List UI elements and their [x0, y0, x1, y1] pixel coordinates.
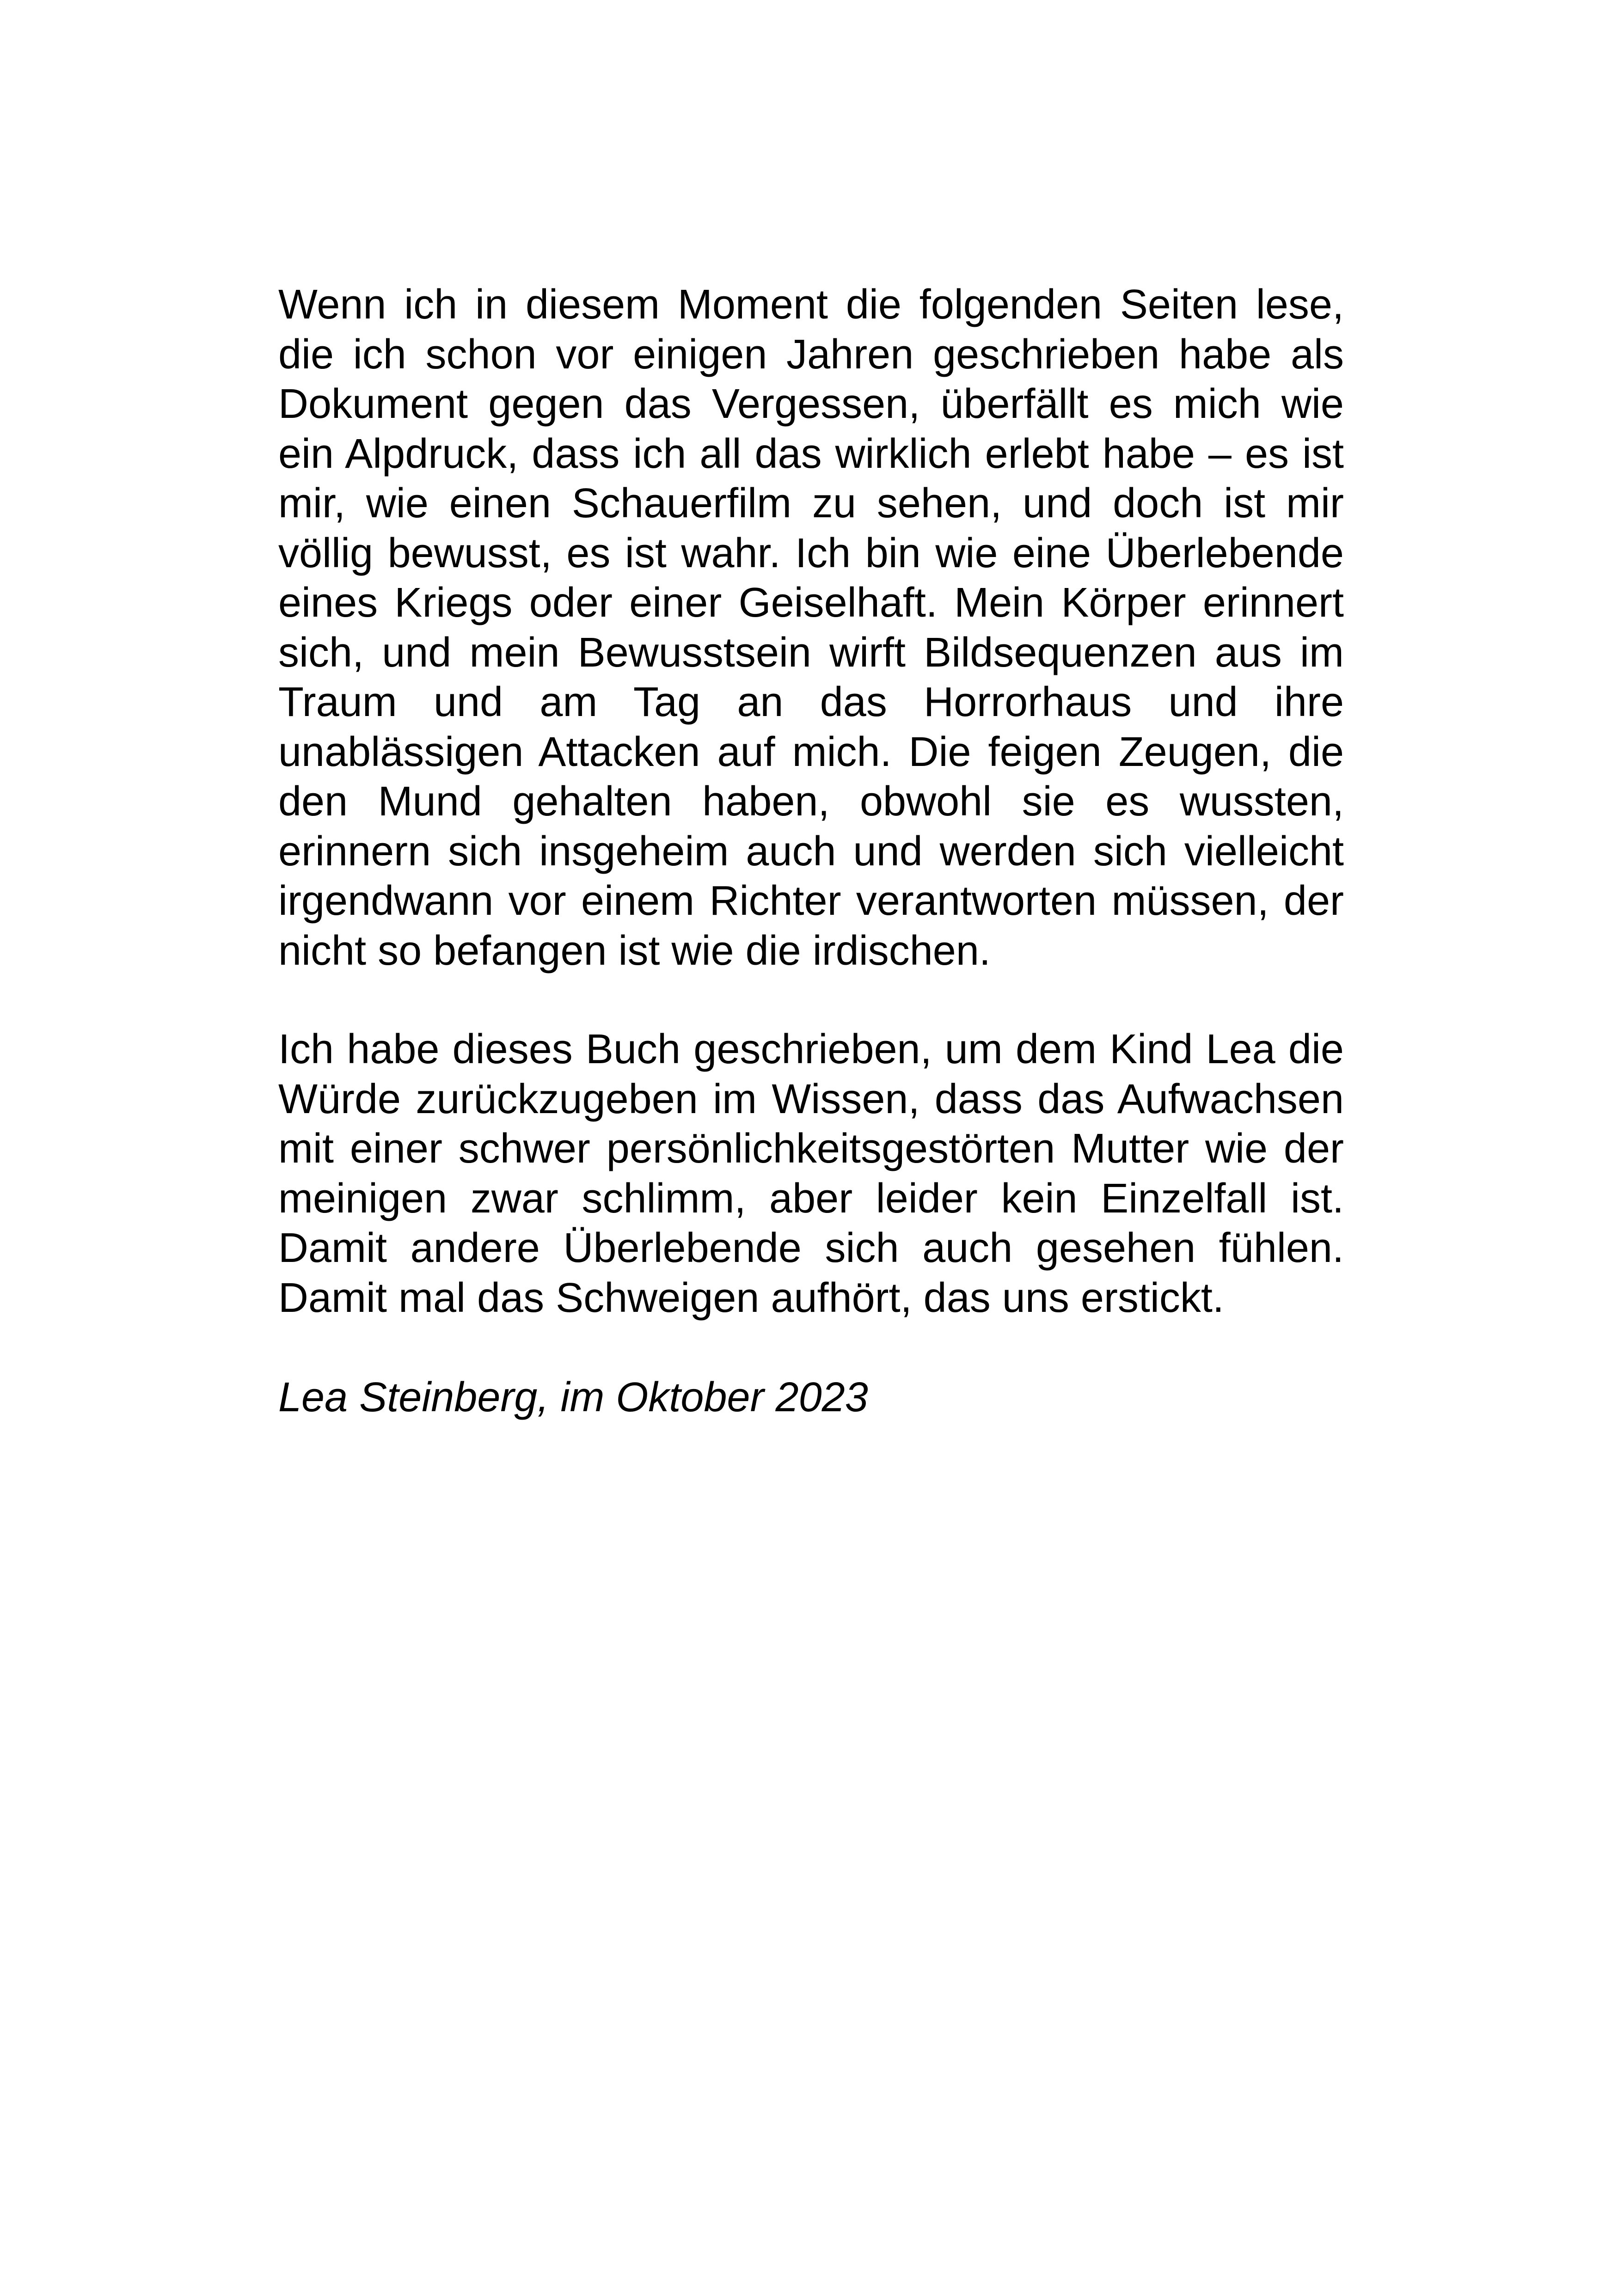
author-signature: Lea Steinberg, im Oktober 2023: [278, 1374, 868, 1420]
text-line: erinnern sich insgeheim auch und werden sich vielleicht: [278, 828, 1344, 875]
text-line: meinigen zwar schlimm, aber leider kein Einzelfall ist.: [278, 1175, 1344, 1222]
text-line: Damit mal das Schweigen aufhört, das uns erstickt.: [278, 1274, 1224, 1321]
body-text: [278, 280, 1344, 1423]
text-line: mir, wie einen Schauerfilm zu sehen, und doch ist mir: [278, 480, 1344, 527]
text-line: Wenn ich in diesem Moment die folgenden Seiten lese,: [278, 282, 1344, 328]
text-line: ein Alpdruck, dass ich all das wirklich erlebt habe – es ist: [278, 430, 1344, 477]
text-line: Damit andere Überlebende sich auch gesehen fühlen.: [278, 1225, 1344, 1271]
text-line: Würde zurückzugeben im Wissen, dass das Aufwachsen: [278, 1076, 1344, 1122]
text-line: sich, und mein Bewusstsein wirft Bildsequenzen aus im: [278, 629, 1344, 676]
text-line: den Mund gehalten haben, obwohl sie es wussten,: [278, 778, 1344, 825]
text-line: Traum und am Tag an das Horrorhaus und ihre: [278, 679, 1344, 725]
text-line: eines Kriegs oder einer Geiselhaft. Mein Körper erinnert: [278, 580, 1344, 626]
text-line: völlig bewusst, es ist wahr. Ich bin wie eine Überlebende: [278, 530, 1344, 576]
text-line: Ich habe dieses Buch geschrieben, um dem Kind Lea die: [278, 1026, 1344, 1072]
text-line: nicht so befangen ist wie die irdischen.: [278, 927, 991, 974]
text-line: Dokument gegen das Vergessen, überfällt es mich wie: [278, 381, 1344, 427]
paragraph-2: [278, 1025, 1344, 1323]
paragraph-1: [278, 280, 1344, 976]
text-line: die ich schon vor einigen Jahren geschrieben habe als: [278, 331, 1344, 378]
text-line: mit einer schwer persönlichkeitsgestörten Mutter wie der: [278, 1126, 1344, 1172]
text-line: irgendwann vor einem Richter verantworten müssen, der: [278, 878, 1344, 924]
text-line: unablässigen Attacken auf mich. Die feigen Zeugen, die: [278, 729, 1344, 775]
